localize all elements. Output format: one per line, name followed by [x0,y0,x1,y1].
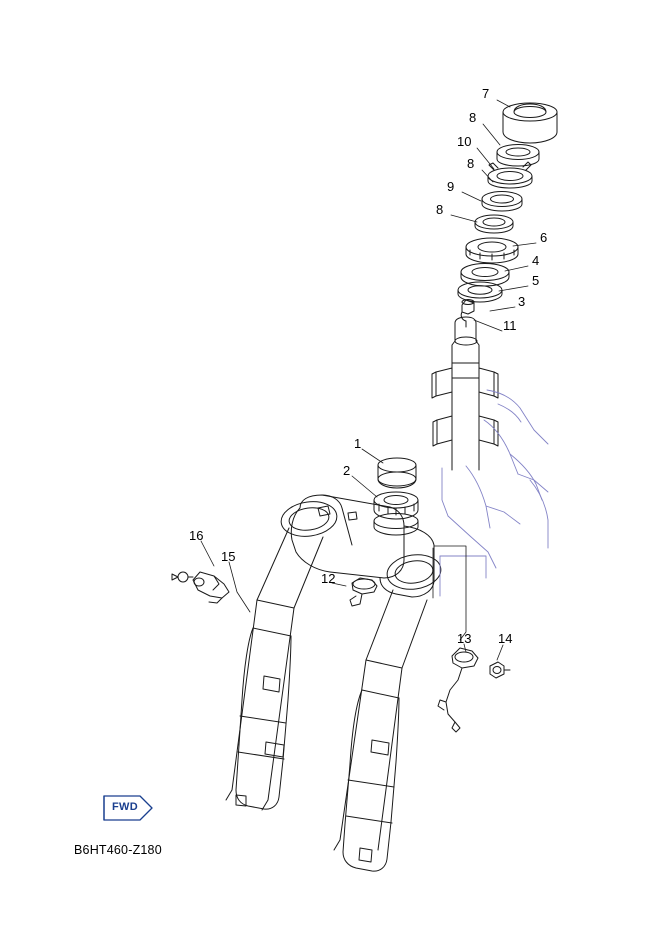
part-7-cover [503,103,557,143]
callout-7: 7 [482,86,490,101]
part-8a-ring [497,145,539,167]
callout-10: 10 [457,134,472,149]
part-12-holder [350,578,377,606]
callout-1: 1 [354,436,362,451]
part-15-bracket [193,572,229,603]
callout-11: 11 [503,318,517,333]
part-13-hose-guide [438,648,478,732]
callout-2: 2 [343,463,351,478]
right-fork-leg [334,590,427,871]
callout-13: 13 [457,631,472,646]
callout-9: 9 [447,179,455,194]
fwd-label: FWD [112,801,138,813]
callout-15: 15 [221,549,236,564]
part-11-clip [461,300,474,328]
callout-5: 5 [532,273,540,288]
callout-8-low: 8 [436,202,444,217]
callout-4: 4 [532,253,540,268]
callout-16: 16 [189,528,204,543]
callout-3: 3 [518,294,526,309]
callout-14: 14 [498,631,513,646]
part-code-label: B6HT460-Z180 [74,843,162,857]
callout-12: 12 [321,571,336,586]
callout-8-top: 8 [469,110,477,125]
part-16-bolt [172,572,193,582]
steering-stem [432,317,498,470]
left-fork-leg [226,528,323,810]
part-9-ring [475,215,513,233]
callout-6: 6 [540,230,548,245]
part-2-bearing [374,492,418,535]
callout-8-mid: 8 [467,156,475,171]
part-14-bolt [490,662,510,678]
part-8b-ring [482,192,522,212]
part-1-cone-race [378,458,416,488]
part-6-bearing [466,238,518,263]
